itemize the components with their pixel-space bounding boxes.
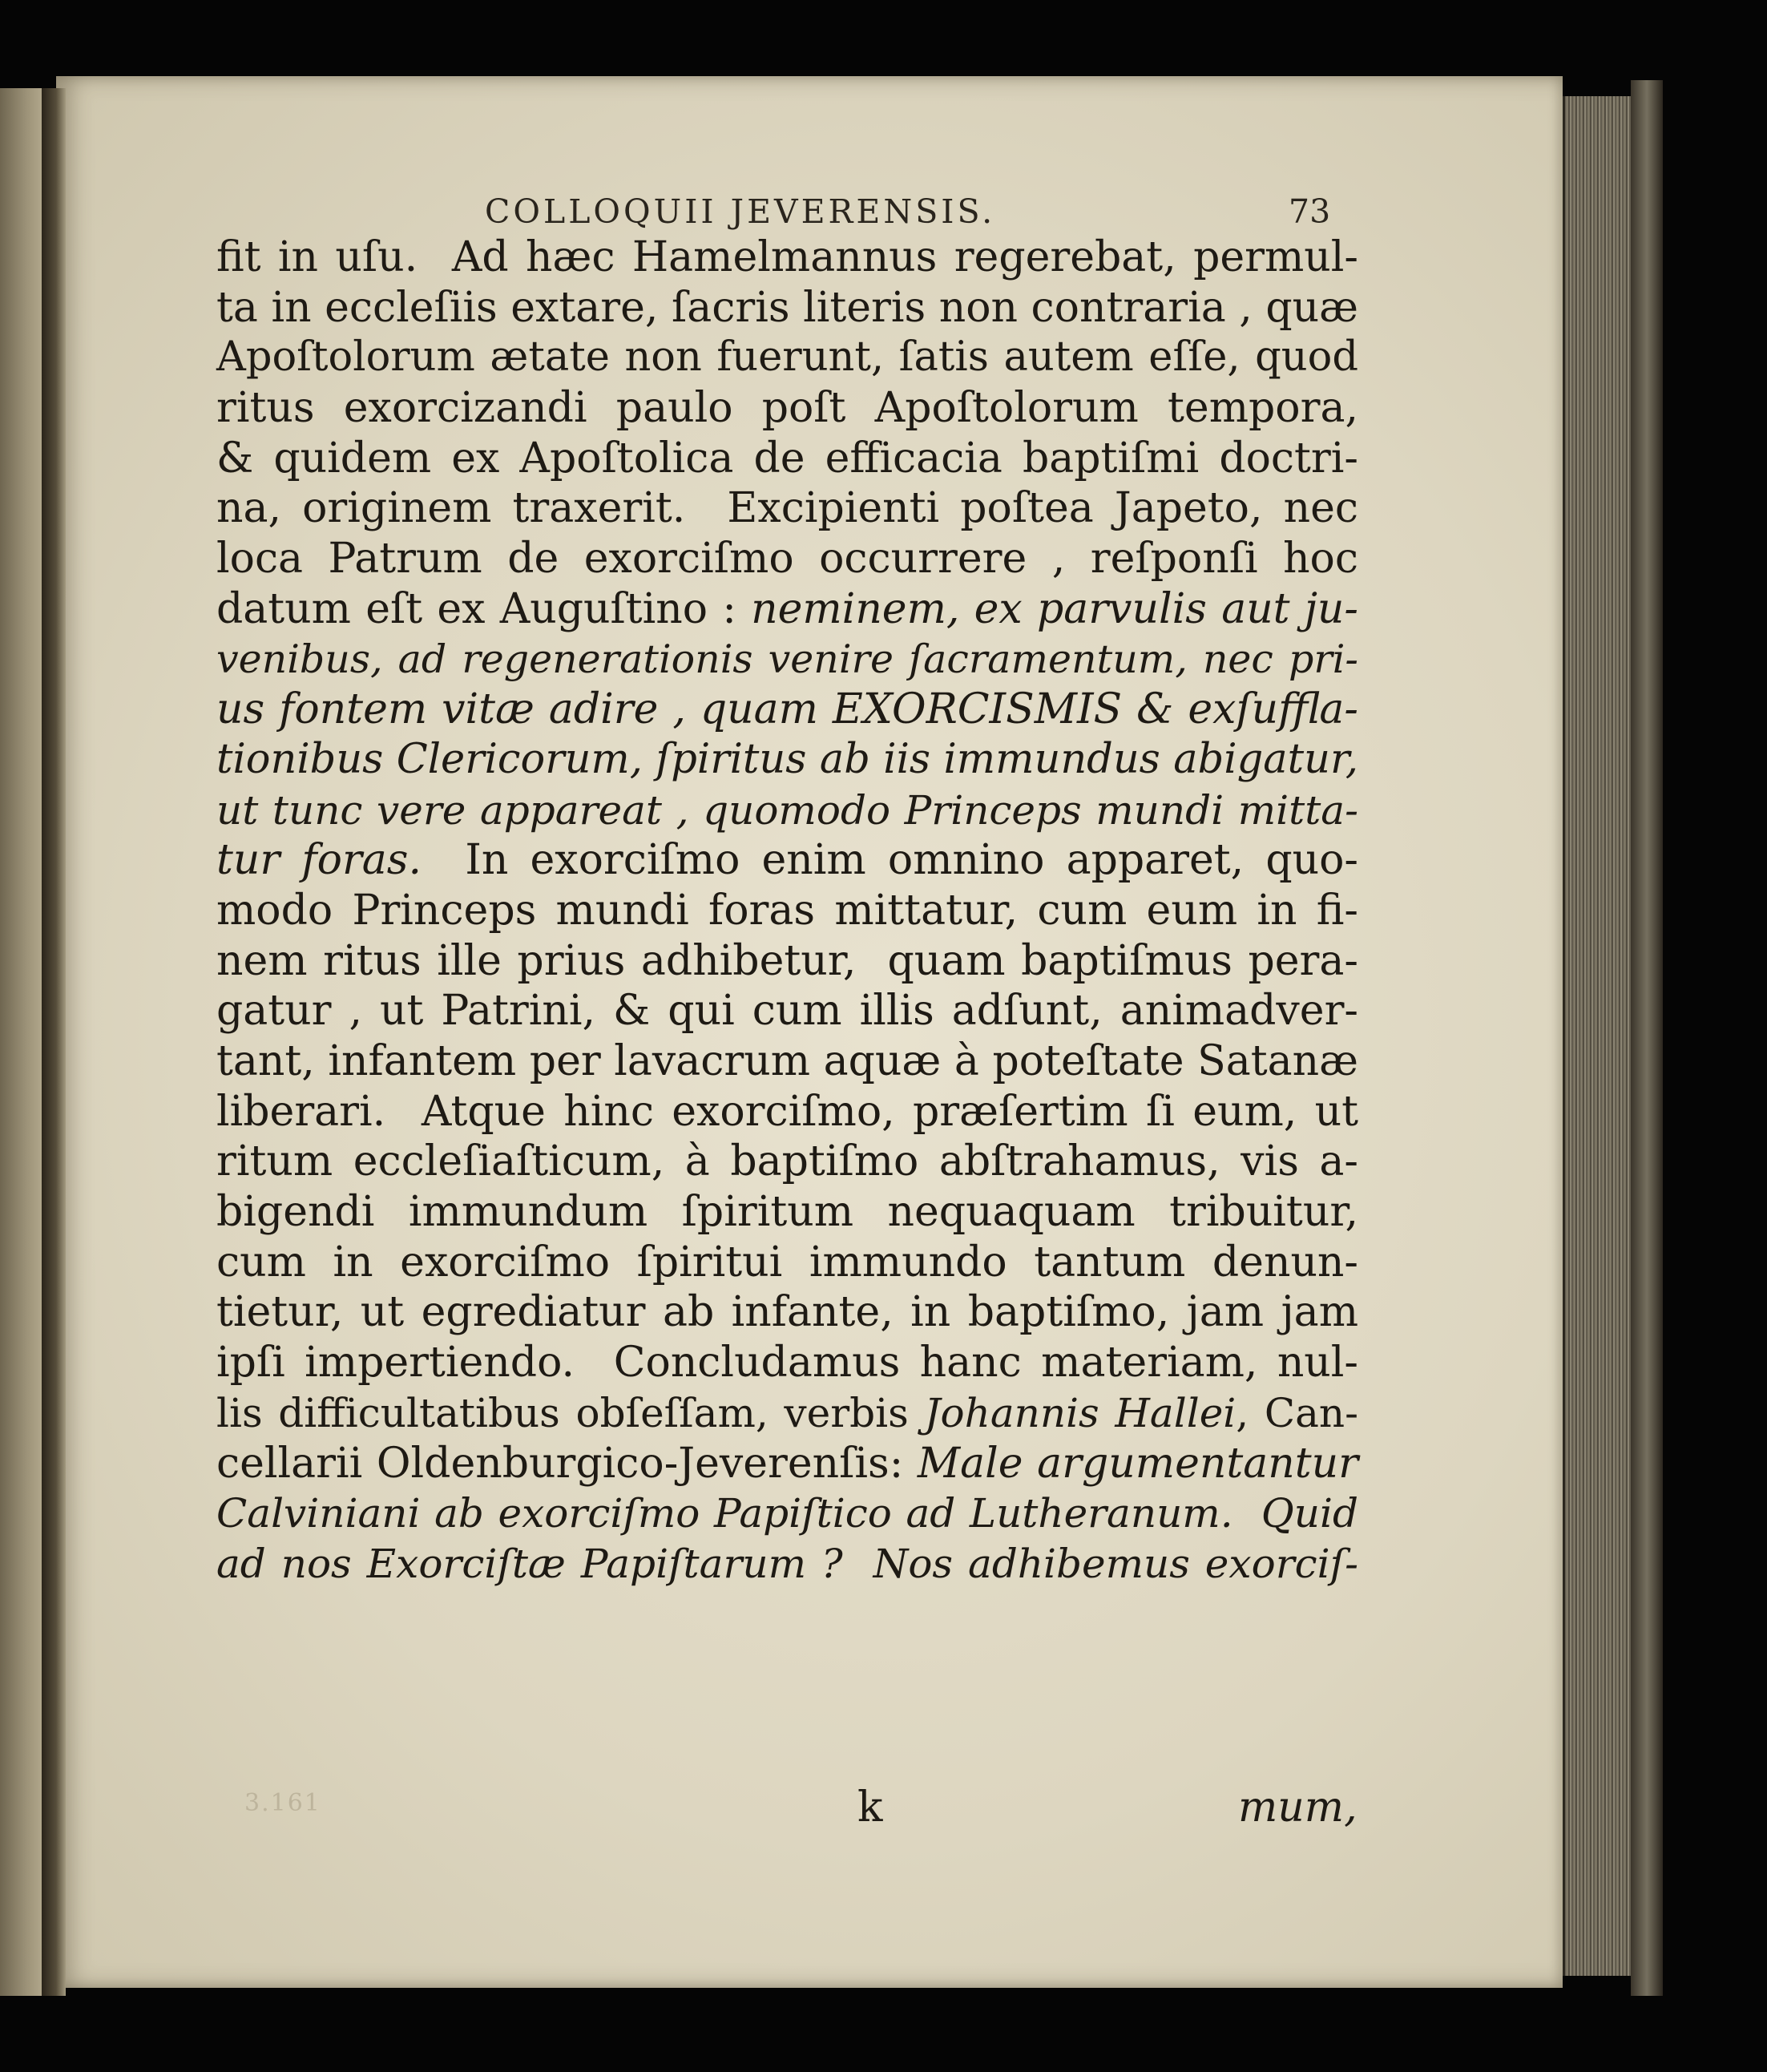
- gutter-shadow: [42, 88, 66, 1996]
- roman-text: Apoſtolorum ætate non fuerunt, ſatis autem eſſe, quod: [216, 333, 1358, 382]
- roman-text: na, originem traxerit. Excipienti poſtea Japeto, nec: [216, 484, 1358, 533]
- text-line: [216, 1087, 1358, 1137]
- roman-text: ritus exorcizandi paulo poſt Apoſtolorum tempora,: [216, 384, 1358, 433]
- catchword: mum,: [1238, 1783, 1358, 1832]
- text-line: [216, 1388, 1358, 1439]
- roman-text: & quidem ex Apoſtolica de efficacia baptiſmi doctri-: [216, 434, 1358, 483]
- signature-mark: k: [857, 1783, 883, 1832]
- text-line: [216, 1539, 1358, 1589]
- italic-text: neminem, ex parvulis aut ju-: [751, 584, 1358, 633]
- text-line: [216, 584, 1358, 635]
- text-line: [216, 936, 1358, 987]
- text-line: [216, 1488, 1358, 1539]
- text-line: [216, 1187, 1358, 1238]
- roman-text: ipſi impertiendo. Concludamus hanc materiam, nul-: [216, 1339, 1358, 1387]
- roman-text: tant, infantem per lavacrum aquæ à poteſtate Satanæ: [216, 1037, 1358, 1085]
- roman-text: In exorciſmo enim omnino apparet, quo-: [422, 836, 1359, 885]
- text-line: [216, 232, 1358, 283]
- italic-text: tionibus Clericorum, ſpiritus ab iis immundus abigatur,: [216, 735, 1358, 783]
- italic-text: ad nos Exorciſtæ Papiſtarum ? Nos adhibemus exorciſ-: [216, 1540, 1358, 1587]
- roman-text: modo Princeps mundi foras mittatur, cum eum in fi-: [216, 886, 1358, 935]
- library-stamp: 3.161: [244, 1789, 321, 1817]
- text-line: [216, 434, 1358, 484]
- text-line: [216, 835, 1358, 886]
- roman-text: loca Patrum de exorciſmo occurrere , reſponſi hoc: [216, 535, 1358, 584]
- roman-text: liberari. Atque hinc exorciſmo, præſertim ſi eum, ut: [216, 1087, 1358, 1136]
- body-text: [216, 232, 1358, 1589]
- page-fore-edge: [1563, 96, 1633, 1976]
- roman-text: nem ritus ille prius adhibetur, quam baptiſmus pera-: [216, 936, 1358, 985]
- roman-text: bigendi immundum ſpiritum nequaquam tribuitur,: [216, 1188, 1358, 1237]
- roman-text: cum in exorciſmo ſpiritui immundo tantum denun-: [216, 1238, 1358, 1286]
- left-page-edge: [0, 88, 48, 1996]
- page-number: 73: [1289, 192, 1331, 231]
- text-line: [216, 333, 1358, 383]
- text-line: [216, 735, 1358, 786]
- text-line: [216, 635, 1358, 685]
- roman-text: , Can-: [1236, 1389, 1358, 1436]
- text-line: [216, 1036, 1358, 1087]
- roman-text: datum eſt ex Auguſtino :: [216, 584, 752, 633]
- italic-text: tur foras.: [216, 836, 422, 885]
- text-line: [216, 986, 1358, 1036]
- text-line: [216, 383, 1358, 434]
- text-line: [216, 483, 1358, 534]
- italic-text: Calviniani ab exorciſmo Papiſtico ad Lutheranum. Quid: [216, 1490, 1358, 1537]
- italic-text: Male argumentantur: [917, 1439, 1358, 1488]
- roman-text: tietur, ut egrediatur ab infante, in baptiſmo, jam jam: [216, 1288, 1358, 1337]
- italic-text: venibus, ad regenerationis venire ſacramentum, nec pri-: [216, 636, 1358, 682]
- text-line: [216, 1238, 1358, 1288]
- text-line: [216, 1137, 1358, 1187]
- text-line: [216, 283, 1358, 333]
- roman-text: gatur , ut Patrini, & qui cum illis adſunt, animadver-: [216, 987, 1358, 1036]
- roman-text: fit in uſu. Ad hæc Hamelmannus regerebat, permul-: [216, 233, 1358, 281]
- roman-text: lis difficultatibus obſeſſam, verbis: [216, 1389, 925, 1436]
- italic-text: us fontem vitæ adire , quam EXORCISMIS & exſuffla-: [216, 685, 1358, 734]
- book-binding: [1631, 80, 1663, 1996]
- text-line: [216, 685, 1358, 735]
- roman-text: cellarii Oldenburgico-Jeverenſis:: [216, 1439, 918, 1488]
- roman-text: ritum eccleſiaſticum, à baptiſmo abſtrahamus, vis a-: [216, 1137, 1358, 1186]
- text-line: [216, 1439, 1358, 1489]
- text-line: [216, 534, 1358, 584]
- text-line: [216, 886, 1358, 936]
- italic-text: Johannis Hallei: [924, 1389, 1236, 1436]
- roman-text: ta in eccleſiis extare, ſacris literis non contraria , quæ: [216, 283, 1358, 332]
- text-line: [216, 1338, 1358, 1388]
- italic-text: ut tunc vere appareat , quomodo Princeps mundi mitta-: [216, 786, 1358, 834]
- text-line: [216, 1287, 1358, 1338]
- running-title: COLLOQUII JEVERENSIS.: [485, 192, 996, 231]
- text-line: [216, 786, 1358, 836]
